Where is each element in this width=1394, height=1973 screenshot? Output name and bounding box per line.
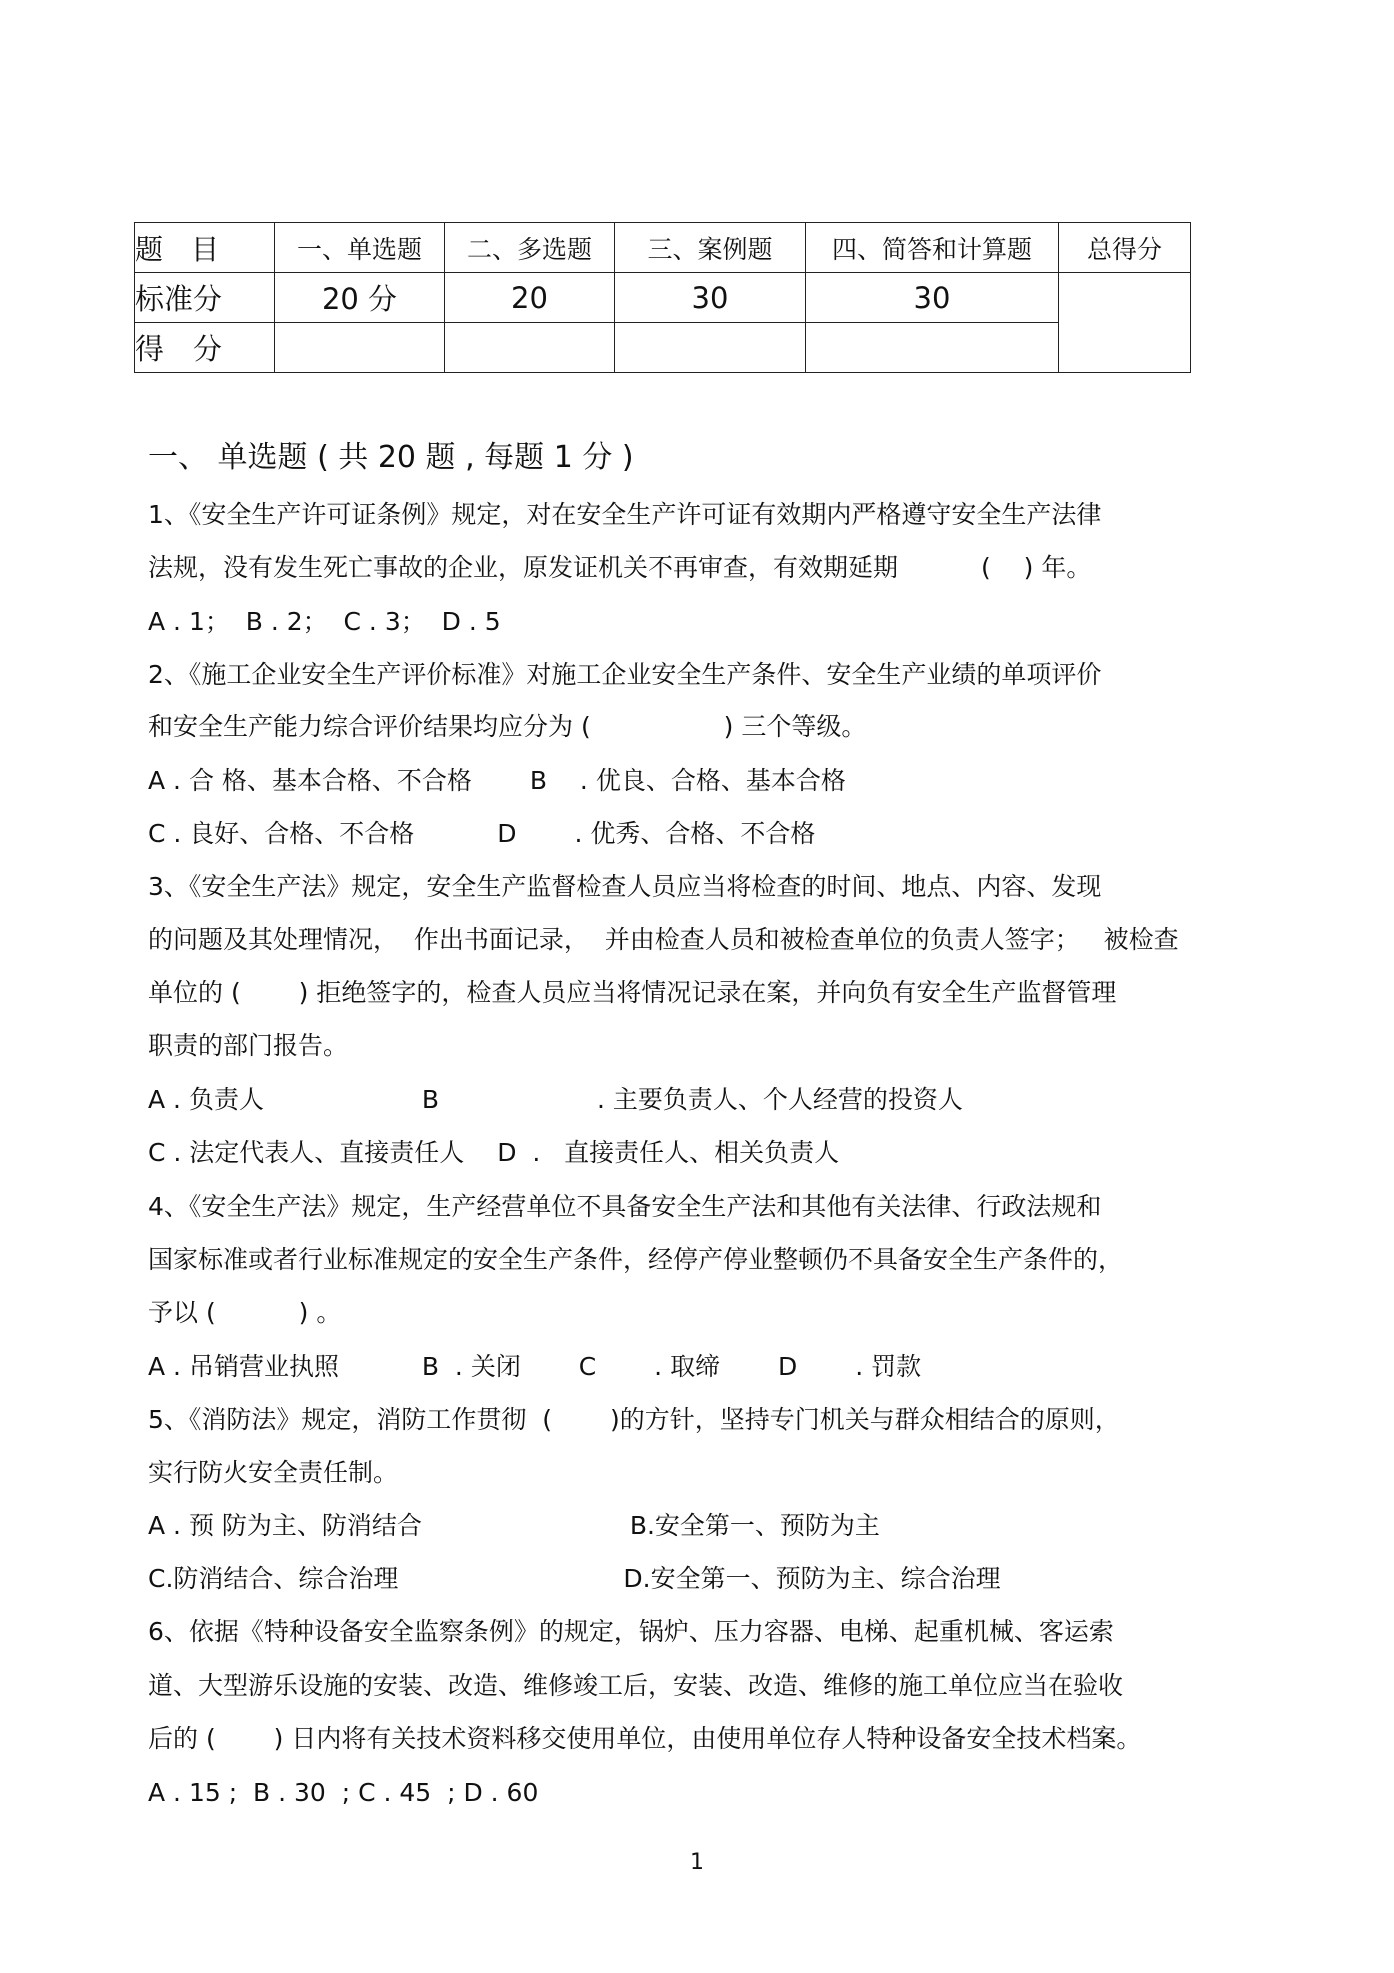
question-5-line-1: 5、《消防法》规定，消防工作贯彻 ( )的方针，坚持专门机关与群众相结合的原则， <box>148 1405 1120 1434</box>
obtained-score-label: 得 分 <box>135 323 275 373</box>
question-4-options: A . 吊销营业执照 B . 关闭 C . 取缔 D . 罚款 <box>148 1352 922 1381</box>
question-5-line-2: 实行防火安全责任制。 <box>148 1458 399 1487</box>
score-table-header-row <box>135 223 1191 273</box>
standard-score-case-study: 30 <box>615 273 806 323</box>
question-2-line-2: 和安全生产能力综合评价结果均应分为 ( ) 三个等级。 <box>148 712 867 741</box>
question-6-options: A . 15 ; B . 30 ; C . 45 ; D . 60 <box>148 1778 539 1807</box>
question-6-line-3: 后的 ( ) 日内将有关技术资料移交使用单位，由使用单位存人特种设备安全技术档案。 <box>148 1724 1142 1753</box>
question-2-options-c-d: C . 良好、合格、不合格 D . 优秀、合格、不合格 <box>148 819 816 848</box>
question-3-options-c-d: C . 法定代表人、直接责任人 D . 直接责任人、相关负责人 <box>148 1138 840 1167</box>
question-1-line-2: 法规，没有发生死亡事故的企业，原发证机关不再审查，有效期延期 ( ) 年。 <box>148 553 1092 582</box>
question-4-line-1: 4、《安全生产法》规定，生产经营单位不具备安全生产法和其他有关法律、行政法规和 <box>148 1192 1102 1221</box>
question-4-line-3: 予以 ( ) 。 <box>148 1298 342 1327</box>
question-5-options-c-d: C.防消结合、综合治理 D.安全第一、预防为主、综合治理 <box>148 1564 1001 1593</box>
question-3-line-2: 的问题及其处理情况， 作出书面记录， 并由检查人员和被检查单位的负责人签字； 被检查 <box>148 925 1179 954</box>
header-cell-short-answer: 四、简答和计算题 <box>806 223 1059 273</box>
standard-score-multiple-choice: 20 <box>445 273 615 323</box>
obtained-score-single-choice <box>275 323 445 373</box>
question-6-line-2: 道、大型游乐设施的安装、改造、维修竣工后，安装、改造、维修的施工单位应当在验收 <box>148 1671 1124 1700</box>
question-2-options-a-b: A . 合 格、基本合格、不合格 B . 优良、合格、基本合格 <box>148 766 846 795</box>
question-3-line-4: 职责的部门报告。 <box>148 1031 349 1060</box>
standard-score-single-choice: 20 分 <box>275 273 445 323</box>
header-cell-topic: 题 目 <box>135 223 275 273</box>
standard-score-label: 标准分 <box>135 273 275 323</box>
obtained-score-short-answer <box>806 323 1059 373</box>
question-6-line-1: 6、依据《特种设备安全监察条例》的规定，锅炉、压力容器、电梯、起重机械、客运索 <box>148 1617 1114 1646</box>
header-cell-single-choice: 一、单选题 <box>275 223 445 273</box>
obtained-score-case-study <box>615 323 806 373</box>
header-cell-total-score: 总得分 <box>1059 223 1191 273</box>
question-1-line-1: 1、《安全生产许可证条例》规定，对在安全生产许可证有效期内严格遵守安全生产法律 <box>148 500 1102 529</box>
question-2-line-1: 2、《施工企业安全生产评价标准》对施工企业安全生产条件、安全生产业绩的单项评价 <box>148 660 1102 689</box>
question-4-line-2: 国家标准或者行业标准规定的安全生产条件，经停产停业整顿仍不具备安全生产条件的， <box>148 1245 1124 1274</box>
question-3-line-1: 3、《安全生产法》规定，安全生产监督检查人员应当将检查的时间、地点、内容、发现 <box>148 872 1102 901</box>
question-5-options-a-b: A . 预 防为主、防消结合 B.安全第一、预防为主 <box>148 1511 880 1540</box>
score-table-standard-row <box>135 273 1191 323</box>
question-3-options-a-b: A . 负责人 B . 主要负责人、个人经营的投资人 <box>148 1085 963 1114</box>
obtained-score-multiple-choice <box>445 323 615 373</box>
standard-score-short-answer: 30 <box>806 273 1059 323</box>
total-score-cell <box>1059 273 1191 373</box>
score-table-score-row <box>135 323 1191 373</box>
header-cell-multiple-choice: 二、多选题 <box>445 223 615 273</box>
question-3-line-3: 单位的 ( ) 拒绝签字的，检查人员应当将情况记录在案，并向负有安全生产监督管理 <box>148 978 1117 1007</box>
question-1-options: A . 1； B . 2； C . 3； D . 5 <box>148 607 501 636</box>
section-title: 一、 单选题 ( 共 20 题 , 每题 1 分 ) <box>148 440 634 475</box>
score-table <box>134 222 1191 373</box>
page-number: 1 <box>690 1850 704 1875</box>
header-cell-case-study: 三、案例题 <box>615 223 806 273</box>
